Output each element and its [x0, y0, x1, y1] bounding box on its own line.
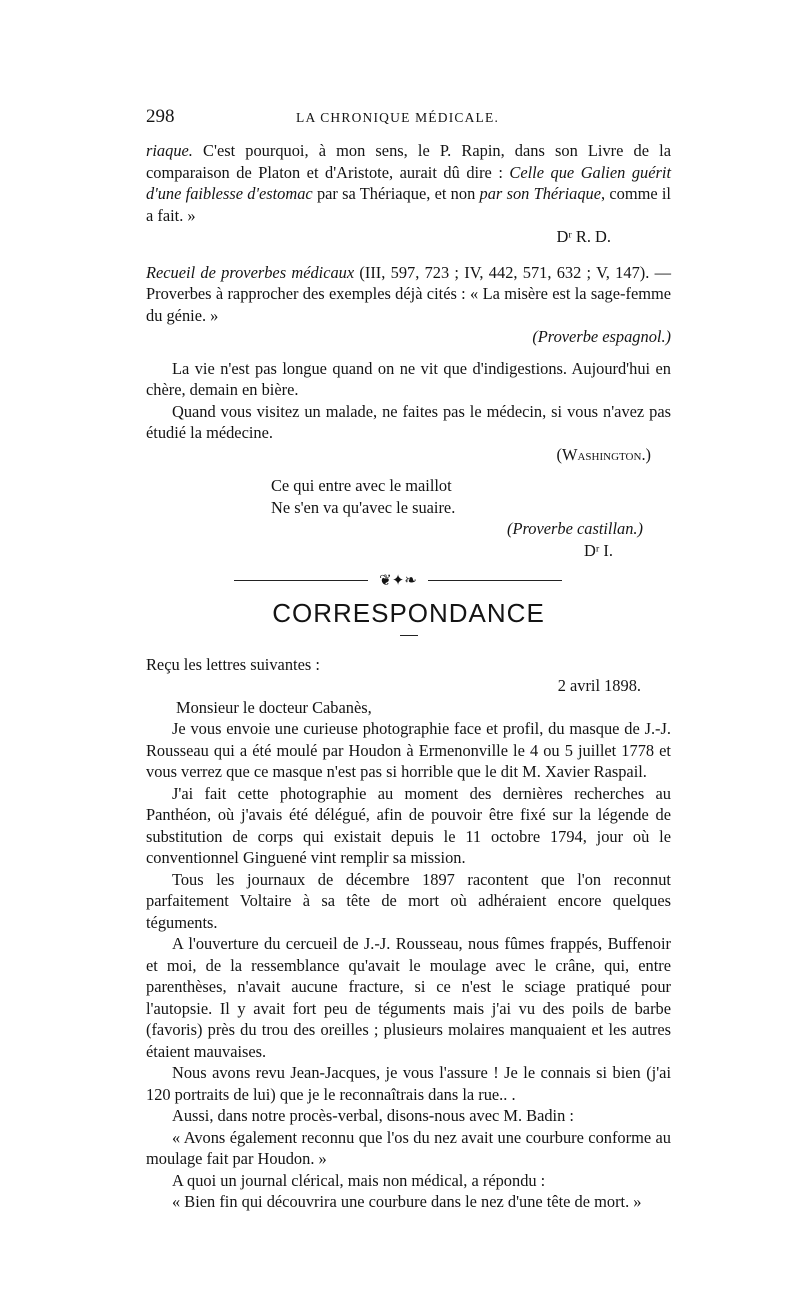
intro-part: par sa Thériaque, et non — [312, 184, 480, 203]
proverb-paragraph: Quand vous visitez un malade, ne faites pas le médecin, si vous n'avez pas étudié la médecine. — [146, 401, 671, 442]
letter-paragraph: Tous les journaux de décembre 1897 racontent que l'on reconnut parfaitement Voltaire à sa tête de mort où adhéraient encore quelques téguments. — [146, 869, 671, 932]
page-number: 298 — [146, 106, 175, 127]
proverb-signature: Dʳ I. — [583, 540, 613, 560]
proverb-part: (III, 597, 723 ; IV, 442, 571, 632 ; V, 147). — Proverbes à rapprocher des exemples déjà cités : « La misère est la sage-femme du génie. » — [146, 262, 671, 325]
letter-paragraph: « Bien fin qui découvrira une courbure dans le nez d'une tête de mort. » — [172, 1192, 642, 1211]
proverb-paragraph: La vie n'est pas longue quand on ne vit que d'indigestions. Aujourd'hui en chère, demain en bière. — [146, 358, 671, 399]
letter-date: 2 avril 1898. — [557, 676, 641, 695]
section-title: CORRESPONDANCE — [272, 598, 545, 628]
source-part: Washington — [562, 444, 642, 464]
intro-part: par son Thériaque — [479, 184, 601, 203]
verse-line: Ne s'en va qu'avec le suaire. — [271, 497, 456, 517]
section-divider — [146, 567, 671, 595]
letter-paragraph: A quoi un journal clérical, mais non médical, a répondu : — [172, 1170, 546, 1190]
running-title: LA CHRONIQUE MÉDICALE. — [296, 110, 500, 125]
letter-paragraph: J'ai fait cette photographie au moment des dernières recherches au Panthéon, où j'avais été délégué, afin de pouvoir être fixé sur la légende de substitution de corps qui existait depuis le 11 octobre 1794, jour où le conventionnel Ginguené vint remplir sa mission. — [146, 783, 671, 867]
intro-paragraph — [146, 140, 671, 226]
ornament-icon: ❦✦❧ — [368, 570, 428, 592]
source-part: ( — [556, 444, 562, 464]
letter-body — [146, 718, 671, 1213]
proverb-part: Recueil de proverbes médicaux — [146, 262, 355, 282]
letter-paragraph: Aussi, dans notre procès-verbal, disons-nous avec M. Badin : — [172, 1106, 574, 1125]
letter-paragraph: « Avons également reconnu que l'os du nez avait une courbure conforme au moulage fait par Houdon. » — [146, 1127, 671, 1168]
proverb-paragraph — [146, 262, 671, 327]
intro-signature: Dʳ R. D. — [556, 227, 611, 246]
intro-part: Celle que Galien guérit d'une faiblesse d'estomac — [146, 162, 672, 203]
intro-part: C'est pourquoi, à mon sens, le P. Rapin, dans son Livre de la comparaison de Platon et d'Aristote, aurait dû dire : — [146, 141, 671, 182]
proverb-source: (Proverbe castillan.) — [507, 519, 643, 538]
verse-line: Ce qui entre avec le maillot — [271, 476, 452, 495]
title-dash — [400, 635, 418, 636]
page-header — [146, 106, 671, 130]
received-line: Reçu les lettres suivantes : — [146, 654, 320, 674]
intro-part: , comme il a fait. » — [146, 184, 671, 225]
proverb-source: (Proverbe espagnol.) — [532, 327, 671, 346]
source-part: .) — [641, 444, 651, 464]
letter-salutation: Monsieur le docteur Cabanès, — [176, 697, 372, 717]
proverb-source — [146, 444, 671, 466]
text-column — [146, 140, 671, 1213]
verse — [271, 475, 671, 518]
letter-paragraph: A l'ouverture du cercueil de J.-J. Rousseau, nous fûmes frappés, Buffenoir et moi, de la ressemblance qu'avait le moulage avec le crâne, qui, entre parenthèses, n'avait aucune fracture, si ce n'est le sciage pratiqué pour l'autopsie. Il y avait fort peu de téguments mais j'ai vu des poils de barbe (favoris) près du trou des oreilles ; plusieurs molaires manquaient et les autres étaient mauvaises. — [146, 934, 671, 1061]
intro-part: riaque. — [146, 141, 193, 160]
letter-paragraph: Je vous envoie une curieuse photographie face et profil, du masque de J.-J. Rousseau qui a été moulé par Houdon à Ermenonville le 4 ou 5 juillet 1778 et vous verrez que ce masque n'est pas si horrible que le dit M. Xavier Raspail. — [146, 719, 671, 781]
letter-paragraph: Nous avons revu Jean-Jacques, je vous l'assure ! Je le connais si bien (j'ai 120 portraits de lui) que je le reconnaîtrais dans la rue.. . — [146, 1063, 671, 1104]
